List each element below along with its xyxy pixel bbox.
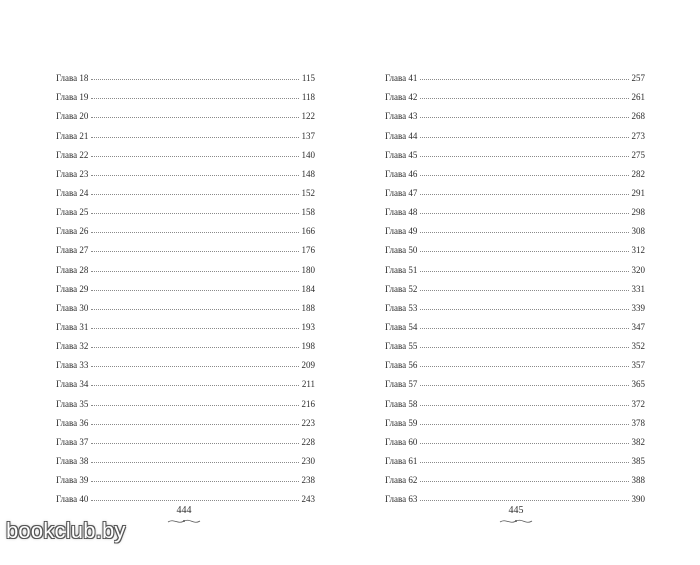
- chapter-title: Глава 52: [385, 283, 418, 294]
- chapter-title: Глава 56: [385, 360, 418, 371]
- chapter-page: 347: [631, 321, 645, 332]
- chapter-title: Глава 39: [56, 475, 89, 486]
- toc-entry: [385, 102, 645, 121]
- chapter-title: Глава 59: [385, 417, 418, 428]
- chapter-title: Глава 31: [56, 321, 89, 332]
- toc-entry: [56, 160, 315, 179]
- chapter-title: Глава 29: [56, 283, 89, 294]
- dot-leader: [91, 442, 298, 444]
- chapter-title: Глава 55: [385, 341, 418, 352]
- chapter-title: Глава 21: [56, 130, 89, 141]
- chapter-page: 115: [301, 73, 315, 84]
- chapter-page: 188: [301, 302, 315, 313]
- toc-entry: [385, 160, 645, 179]
- toc-entry: [56, 198, 315, 217]
- chapter-title: Глава 44: [385, 130, 418, 141]
- chapter-title: Глава 22: [56, 149, 89, 160]
- chapter-title: Глава 23: [56, 168, 89, 179]
- dot-leader: [420, 289, 628, 291]
- chapter-page: 118: [301, 92, 315, 103]
- toc-entry: [385, 313, 645, 332]
- toc-entry: [385, 121, 645, 140]
- dot-leader: [420, 442, 628, 444]
- chapter-title: Глава 19: [56, 92, 89, 103]
- toc-entry: [56, 255, 315, 274]
- dot-leader: [91, 193, 298, 195]
- dot-leader: [91, 289, 298, 291]
- chapter-page: 230: [301, 455, 315, 466]
- dot-leader: [420, 193, 628, 195]
- chapter-page: 158: [301, 207, 315, 218]
- toc-entry: [385, 294, 645, 313]
- chapter-page: 176: [301, 245, 315, 256]
- toc-entry: [385, 466, 645, 485]
- chapter-title: Глава 47: [385, 187, 418, 198]
- chapter-page: 275: [631, 149, 645, 160]
- chapter-title: Глава 28: [56, 264, 89, 275]
- dot-leader: [91, 250, 298, 252]
- chapter-title: Глава 40: [56, 494, 89, 505]
- dot-leader: [420, 365, 628, 367]
- chapter-title: Глава 49: [385, 226, 418, 237]
- dot-leader: [420, 480, 628, 482]
- dot-leader: [420, 308, 628, 310]
- chapter-page: 261: [631, 92, 645, 103]
- dot-leader: [91, 499, 298, 501]
- chapter-page: 291: [631, 187, 645, 198]
- chapter-page: 152: [301, 187, 315, 198]
- chapter-page: 223: [301, 417, 315, 428]
- chapter-page: 184: [301, 283, 315, 294]
- chapter-title: Глава 36: [56, 417, 89, 428]
- chapter-title: Глава 38: [56, 455, 89, 466]
- dot-leader: [420, 423, 628, 425]
- dot-leader: [91, 155, 298, 157]
- toc-entry: [56, 466, 315, 485]
- chapter-page: 198: [301, 341, 315, 352]
- chapter-title: Глава 25: [56, 207, 89, 218]
- chapter-title: Глава 41: [385, 73, 418, 84]
- toc-entry: [56, 121, 315, 140]
- dot-leader: [91, 174, 298, 176]
- toc-entry: [56, 370, 315, 389]
- toc-entry: [385, 389, 645, 408]
- chapter-title: Глава 26: [56, 226, 89, 237]
- chapter-title: Глава 54: [385, 321, 418, 332]
- chapter-page: 238: [301, 475, 315, 486]
- toc-entry: [56, 294, 315, 313]
- toc-entry: [385, 217, 645, 236]
- dot-leader: [91, 270, 298, 272]
- toc-entry: [385, 179, 645, 198]
- chapter-page: 268: [631, 111, 645, 122]
- toc-entry: [56, 64, 315, 83]
- dot-leader: [91, 423, 298, 425]
- dot-leader: [420, 404, 628, 406]
- chapter-title: Глава 20: [56, 111, 89, 122]
- dot-leader: [420, 250, 628, 252]
- dot-leader: [420, 116, 628, 118]
- chapter-title: Глава 53: [385, 302, 418, 313]
- chapter-page: 372: [631, 398, 645, 409]
- chapter-page: 365: [631, 379, 645, 390]
- dot-leader: [91, 308, 298, 310]
- chapter-page: 216: [301, 398, 315, 409]
- dot-leader: [420, 136, 628, 138]
- chapter-title: Глава 35: [56, 398, 89, 409]
- chapter-title: Глава 42: [385, 92, 418, 103]
- toc-entry: [56, 428, 315, 447]
- toc-entry: [385, 428, 645, 447]
- toc-entry: [56, 179, 315, 198]
- chapter-title: Глава 50: [385, 245, 418, 256]
- dot-leader: [420, 174, 628, 176]
- chapter-page: 140: [301, 149, 315, 160]
- chapter-title: Глава 34: [56, 379, 89, 390]
- dot-leader: [91, 346, 298, 348]
- toc-entry: [385, 370, 645, 389]
- chapter-title: Глава 24: [56, 187, 89, 198]
- chapter-page: 308: [631, 226, 645, 237]
- right-page-number: 445: [508, 505, 524, 516]
- chapter-page: 282: [631, 168, 645, 179]
- toc-entry: [56, 83, 315, 102]
- chapter-page: 228: [301, 436, 315, 447]
- chapter-title: Глава 63: [385, 494, 418, 505]
- chapter-title: Глава 18: [56, 73, 89, 84]
- toc-entry: [56, 332, 315, 351]
- dot-leader: [420, 327, 628, 329]
- chapter-page: 390: [631, 494, 645, 505]
- flourish-ornament-icon: [164, 517, 204, 525]
- dot-leader: [91, 461, 298, 463]
- toc-entry: [385, 275, 645, 294]
- chapter-title: Глава 60: [385, 436, 418, 447]
- dot-leader: [91, 480, 298, 482]
- chapter-page: 339: [631, 302, 645, 313]
- toc-entry: [56, 102, 315, 121]
- chapter-title: Глава 45: [385, 149, 418, 160]
- dot-leader: [91, 136, 298, 138]
- dot-leader: [91, 365, 298, 367]
- toc-entry: [56, 141, 315, 160]
- dot-leader: [420, 499, 628, 501]
- chapter-title: Глава 46: [385, 168, 418, 179]
- chapter-page: 320: [631, 264, 645, 275]
- toc-entry: [385, 351, 645, 370]
- chapter-page: 243: [301, 494, 315, 505]
- toc-entry: [56, 409, 315, 428]
- chapter-page: 331: [631, 283, 645, 294]
- chapter-page: 385: [631, 455, 645, 466]
- chapter-page: 382: [631, 436, 645, 447]
- dot-leader: [420, 97, 628, 99]
- flourish-ornament-icon: [496, 517, 536, 525]
- dot-leader: [91, 116, 298, 118]
- toc-entry: [56, 351, 315, 370]
- dot-leader: [91, 212, 298, 214]
- dot-leader: [420, 461, 628, 463]
- dot-leader: [420, 270, 628, 272]
- toc-entry: [385, 141, 645, 160]
- chapter-page: 357: [631, 360, 645, 371]
- chapter-title: Глава 48: [385, 207, 418, 218]
- toc-entry: [385, 236, 645, 255]
- chapter-page: 378: [631, 417, 645, 428]
- dot-leader: [420, 346, 628, 348]
- toc-entry: [385, 83, 645, 102]
- left-page-number: 444: [176, 505, 192, 516]
- right-page-toc: [385, 64, 645, 504]
- dot-leader: [91, 97, 298, 99]
- chapter-page: 209: [301, 360, 315, 371]
- toc-entry: [56, 217, 315, 236]
- dot-leader: [420, 212, 628, 214]
- toc-entry: [385, 255, 645, 274]
- chapter-page: 298: [631, 207, 645, 218]
- toc-entry: [385, 409, 645, 428]
- chapter-page: 312: [631, 245, 645, 256]
- chapter-title: Глава 33: [56, 360, 89, 371]
- chapter-page: 273: [631, 130, 645, 141]
- chapter-title: Глава 62: [385, 475, 418, 486]
- chapter-page: 148: [301, 168, 315, 179]
- chapter-title: Глава 51: [385, 264, 418, 275]
- toc-entry: [56, 236, 315, 255]
- chapter-title: Глава 58: [385, 398, 418, 409]
- chapter-page: 388: [631, 475, 645, 486]
- chapter-title: Глава 27: [56, 245, 89, 256]
- toc-entry: [385, 447, 645, 466]
- toc-entry: [385, 332, 645, 351]
- chapter-title: Глава 61: [385, 455, 418, 466]
- chapter-page: 180: [301, 264, 315, 275]
- dot-leader: [420, 384, 628, 386]
- toc-entry: [385, 198, 645, 217]
- left-page-toc: [56, 64, 315, 504]
- toc-entry: [385, 485, 645, 504]
- dot-leader: [91, 384, 298, 386]
- dot-leader: [91, 327, 298, 329]
- toc-entry: [56, 313, 315, 332]
- chapter-page: 211: [301, 379, 315, 390]
- dot-leader: [91, 78, 298, 80]
- chapter-title: Глава 30: [56, 302, 89, 313]
- chapter-page: 352: [631, 341, 645, 352]
- chapter-page: 137: [301, 130, 315, 141]
- chapter-title: Глава 43: [385, 111, 418, 122]
- dot-leader: [420, 231, 628, 233]
- chapter-page: 193: [301, 321, 315, 332]
- toc-entry: [56, 447, 315, 466]
- dot-leader: [91, 404, 298, 406]
- toc-entry: [56, 485, 315, 504]
- chapter-title: Глава 37: [56, 436, 89, 447]
- chapter-title: Глава 32: [56, 341, 89, 352]
- chapter-page: 257: [631, 73, 645, 84]
- toc-entry: [56, 389, 315, 408]
- toc-entry: [385, 64, 645, 83]
- dot-leader: [420, 155, 628, 157]
- dot-leader: [420, 78, 628, 80]
- chapter-page: 166: [301, 226, 315, 237]
- chapter-page: 122: [301, 111, 315, 122]
- site-watermark: bookclub.by: [6, 518, 126, 543]
- chapter-title: Глава 57: [385, 379, 418, 390]
- toc-entry: [56, 275, 315, 294]
- dot-leader: [91, 231, 298, 233]
